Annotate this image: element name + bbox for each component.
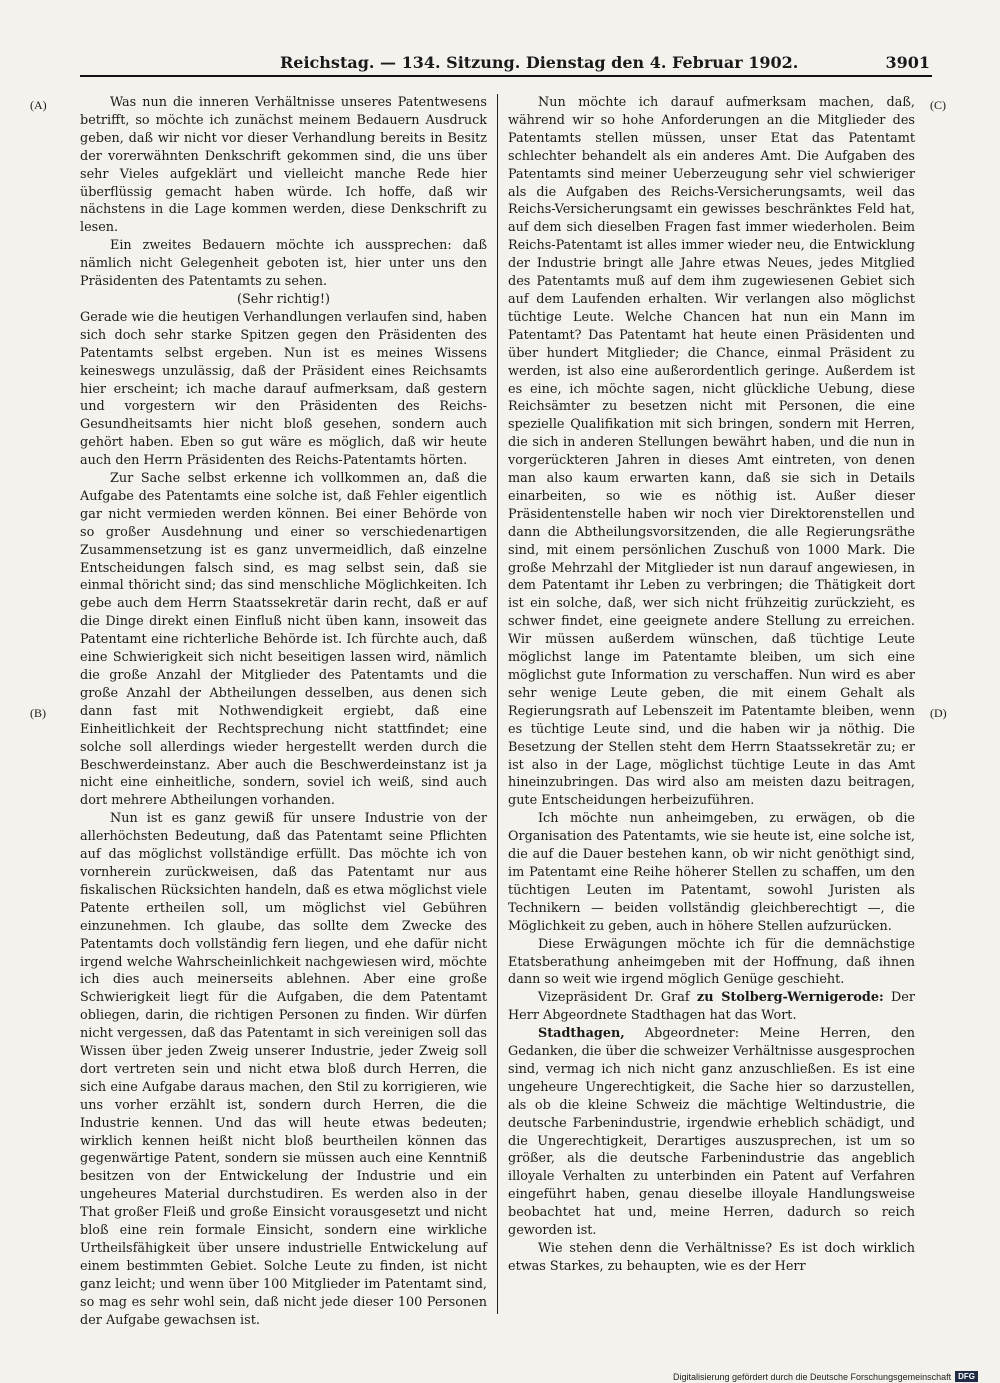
page-number: 3901 [885, 53, 930, 72]
speech-text: Abgeordneter: Meine Herren, den Gedanken, die über die schweizer Verhältnisse ausgesprochen sind, vermag ich nich nicht ganz anzuschließen. Es ist eine ungeheure Ungerechtigkeit, die Sache hier so darzustellen, als ob die kleine Schweiz die mächtige Weltindustrie, die deutsche Farbenindustrie, irgendwie erheblich schädigt, und die Ungerechtigkeit, Derartiges auszusprechen, ist um so größer, als die deutsche Farbenindustrie das angeblich illoyale Verhalten zu unterbinden ein Patent auf Verfahren eingeführt haben, genau dieselbe illoyale Handlungsweise beobachtet hat und, meine Herren, dadurch so reich geworden ist. [508, 1026, 915, 1239]
speaker-name: Stadthagen, [538, 1026, 625, 1042]
footer-text: Digitalisierung gefördert durch die Deutsche Forschungsgemeinschaft [672, 1371, 952, 1382]
margin-marker-a: (A) [30, 98, 47, 112]
margin-marker-c: (C) [930, 98, 946, 112]
left-column [80, 94, 487, 1328]
vp-prefix: Vizepräsident Dr. Graf [538, 990, 697, 1006]
vice-president-remark [508, 989, 915, 1025]
paragraph: Was nun die inneren Verhältnisse unseres Patentwesens betrifft, so möchte ich zunächst meinem Bedauern Ausdruck geben, daß wir nicht vor dieser Verhandlung bereits in Besitz der vorerwähnten Denkschrift gekommen sind, die uns über sehr Vieles aufgeklärt und vielleicht manche Rede hier überflüssig gemacht haben würde. Ich hoffe, daß wir nächstens in die Lage kommen werden, diese Denkschrift zu lesen. [80, 95, 487, 236]
paragraph: Nun möchte ich darauf aufmerksam machen, daß, während wir so hohe Anforderungen an die Mitglieder des Patentamts stellen müssen, unser Etat das Patentamt schlechter behandelt als ein anderes Amt. Die Aufgaben des Patentamts sind meiner Ueberzeugung sehr viel schwieriger als die Aufgaben des Reichs-Versicherungsamts, weil das Reichs-Versicherungsamt ein gewisses beschränktes Feld hat, auf dem sich dieselben Fragen fast immer wiederholen. Beim Reichs-Patentamt ist alles immer wieder neu, die Entwicklung der Industrie bringt alle Jahre etwas Neues, jedes Mitglied des Patentamts muß auf dem ihm zugewiesenen Gebiet sich auf dem Laufenden erhalten. Wir verlangen also möglichst tüchtige Leute. Welche Chancen hat nun ein Mann im Patentamt? Das Patentamt hat heute einen Präsidenten und über hundert Mitglieder; die Chance, einmal Präsident zu werden, ist also eine außerordentlich geringe. Außerdem ist es eine, ich möchte sagen, nicht glückliche Uebung, diese Reichsämter zu besetzen nicht mit Personen, die eine spezielle Qualifikation mit sich bringen, sondern mit Herren, die sich in anderen Stellungen bewährt haben, und die nun in vorgerückteren Jahren in dieses Amt eintreten, von denen man also kaum erwarten kann, daß sie sich in Details einarbeiten, so wie es nöthig ist. Außer dieser Präsidentenstelle haben wir noch vier Direktorenstellen und dann die Abtheilungsvorsitzenden, die alle Regierungsräthe sind, mit einem persönlichen Zuschuß von 1000 Mark. Die große Mehrzahl der Mitglieder ist nun darauf angewiesen, in dem Patentamt ihr Leben zu verbringen; die Thätigkeit dort ist ein solche, daß, wer sich nicht frühzeitig zurückzieht, es schwer findet, eine geeignete andere Stellung zu erreichen. Wir müssen außerdem wünschen, daß tüchtige Leute möglichst lange im Patentamte bleiben, um sich eine möglichst gute Information zu verschaffen. Nun wird es aber sehr wenige Leute geben, die mit einem Gehalt als Regierungsrath auf Lebenszeit im Patentamte bleiben, wenn es tüchtige Leute sind, und die haben wir ja nöthig. Die Besetzung der Stellen steht dem Herrn Staatssekretär zu; er ist also in der Lage, möglichst tüchtige Leute in das Amt hineinzubringen. Das wird also am meisten dazu beitragen, gute Entscheidungen herbeizuführen. [508, 95, 915, 809]
page-header [0, 50, 1000, 80]
margin-marker-d: (D) [930, 706, 947, 720]
vp-name: zu Stolberg-Wernigerode: [696, 990, 884, 1006]
paragraph: Nun ist es ganz gewiß für unsere Industrie von der allerhöchsten Bedeutung, daß das Patentamt seine Pflichten auf das möglichst vollständige erfüllt. Das möchte ich von vornherein zurückweisen, daß das Patentamt nur aus fiskalischen Rücksichten handeln, daß es etwa möglichst viele Patente ertheilen soll, um möglichst viel Gebühren einzunehmen. Ich glaube, das sollte dem Zwecke des Patentamts doch vollständig fern liegen, und ehe dafür nicht irgend welche Wahrscheinlichkeit nachgewiesen wird, möchte ich dies auch meinerseits ablehnen. Aber eine große Schwierigkeit liegt für die Aufgaben, die dem Patentamt obliegen, darin, die richtigen Personen zu finden. Wir dürfen nicht vergessen, daß das Patentamt in sich vereinigen soll das Wissen über jeden Zweig unserer Industrie, jeder Zweig soll dort vertreten sein und nicht etwa bloß durch Herren, die sich eine Aufgabe daraus machen, den Stil zu korrigieren, wie uns vorher erzählt ist, sondern durch Herren, die die Industrie kennen. Und das will heute etwas bedeuten; wirklich kennen heißt nicht bloß beurtheilen können das gegenwärtige Patent, sondern sie müssen auch eine Kenntniß besitzen von der Entwickelung der Industrie und ein ungeheures Material durchstudiren. Es werden also in der That großer Fleiß und große Einsicht vorausgesetzt und nicht bloß eine rein formale Einsicht, sondern eine wirkliche Urtheilsfähigkeit über unsere industrielle Entwickelung auf einem bestimmten Gebiet. Solche Leute zu finden, ist nicht ganz leicht; und wenn über 100 Mitglieder im Patentamt sind, so mag es sehr wohl sein, daß nicht jede dieser 100 Personen der Aufgabe gewachsen ist. [80, 811, 487, 1328]
paragraph: Wie stehen denn die Verhältnisse? Es ist doch wirklich etwas Starkes, zu behaupten, wie es der Herr [508, 1241, 915, 1274]
dfg-logo: DFG [955, 1371, 978, 1382]
paragraph: Ich möchte nun anheimgeben, zu erwägen, ob die Organisation des Patentamts, wie sie heute ist, eine solche ist, die auf die Dauer bestehen kann, ob wir nicht genöthigt sind, im Patentamt eine Reihe höherer Stellen zu schaffen, um den tüchtigen Leuten im Patentamt, sowohl Juristen als Technikern — beiden vollständig gleichberechtigt —, die Möglichkeit zu geben, auch in höhere Stellen aufzurücken. [508, 811, 915, 934]
vp-text: Der Herr Abgeordnete Stadthagen hat das Wort. [508, 990, 915, 1024]
header-rule [80, 75, 932, 77]
footer [673, 1370, 978, 1383]
running-head: Reichstag. — 134. Sitzung. Dienstag den 4. Februar 1902. [280, 53, 799, 72]
paragraph: Zur Sache selbst erkenne ich vollkommen an, daß die Aufgabe des Patentamts eine solche ist, daß Fehler eigentlich gar nicht vermieden werden können. Bei einer Behörde von so großer Ausdehnung und einer so verschiedenartigen Zusammensetzung ist es ganz unvermeidlich, daß einzelne Entscheidungen falsch sind, es mag selbst sein, daß sie einmal thöricht sind; das sind menschliche Möglichkeiten. Ich gebe auch dem Herrn Staatssekretär darin recht, daß er auf die Dinge direkt einen Einfluß nicht üben kann, insoweit das Patentamt eine richterliche Behörde ist. Ich fürchte auch, daß eine Schwierigkeit sich nicht beseitigen lassen wird, nämlich die große Anzahl der Mitglieder des Patentamts und die große Anzahl der Abtheilungen desselben, aus denen sich dann fast mit Nothwendigkeit ergiebt, daß eine Einheitlichkeit der Rechtsprechung nicht stattfindet; eine solche soll allerdings wieder hergestellt werden durch die Beschwerdeinstanz. Aber auch die Beschwerdeinstanz ist ja nicht eine einheitliche, sondern, soviel ich weiß, sind auch dort mehrere Abtheilungen vorhanden. [80, 471, 487, 809]
right-column [508, 94, 915, 1314]
margin-marker-b: (B) [30, 706, 46, 720]
paragraph: Gerade wie die heutigen Verhandlungen verlaufen sind, haben sich doch sehr starke Spitzen gegen den Präsidenten des Patentamts selbst ergeben. Nun ist es meines Wissens keineswegs unzulässig, daß der Präsident eines Reichsamts hier erscheint; ich mache darauf aufmerksam, daß gestern und vorgestern wir den Präsidenten des Reichs-Gesundheitsamts hier nicht bloß gesehen, sondern auch gehört haben. Eben so gut wäre es möglich, daß wir heute auch den Herrn Präsidenten des Reichs-Patentamts hörten. [80, 309, 487, 469]
paragraph: Ein zweites Bedauern möchte ich aussprechen: daß nämlich nicht Gelegenheit geboten ist, hier unter uns den Präsidenten des Patentamts zu sehen. [80, 238, 487, 290]
paragraph: Diese Erwägungen möchte ich für die demnächstige Etatsberathung anheimgeben mit der Hoffnung, daß ihnen dann so weit wie irgend möglich Genüge geschieht. [508, 936, 915, 988]
interjection: (Sehr richtig!) [237, 291, 330, 307]
speech-paragraph [508, 1025, 915, 1240]
column-divider [497, 94, 498, 1314]
